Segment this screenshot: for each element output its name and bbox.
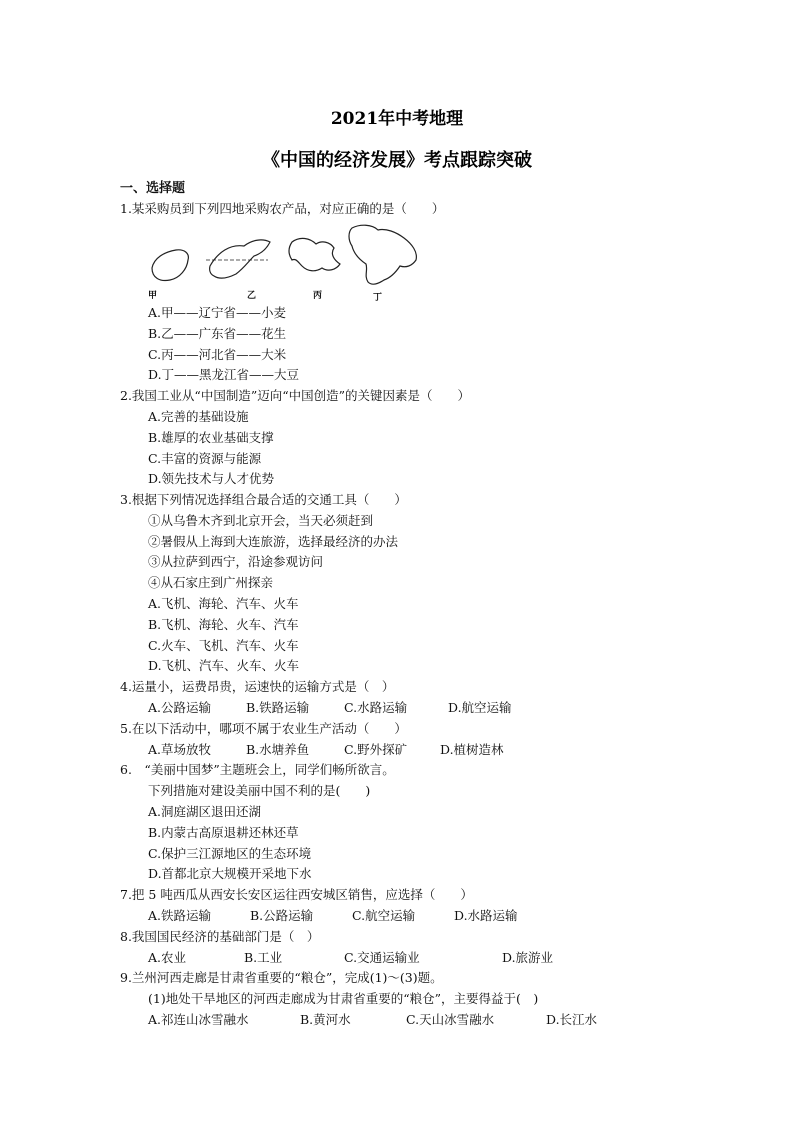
question-4-stem: 4.运量小，运费昂贵，运速快的运输方式是（ ） — [120, 679, 395, 694]
map-label-yi: 乙 — [247, 291, 257, 301]
q5-option-c: C.野外探矿 — [344, 742, 408, 757]
q5-option-d: D.植树造林 — [440, 742, 504, 757]
q8-option-b: B.工业 — [244, 950, 283, 965]
q2-option-d: D.领先技术与人才优势 — [148, 471, 275, 486]
q7-option-d: D.水路运输 — [454, 908, 518, 923]
question-1-stem: 1.某采购员到下列四地采购农产品，对应正确的是（ ） — [120, 201, 445, 216]
q6-option-a: A.洞庭湖区退田还湖 — [148, 804, 262, 819]
q1-option-b: B.乙——广东省——花生 — [148, 326, 287, 341]
q3-item-3: ③从拉萨到西宁，沿途参观访问 — [148, 554, 324, 569]
map-shape-yi — [210, 240, 270, 278]
q3-option-a: A.飞机、海轮、汽车、火车 — [148, 596, 299, 611]
map-shape-jia — [152, 250, 188, 281]
q7-option-a: A.铁路运输 — [148, 908, 212, 923]
q6-option-b: B.内蒙古高原退耕还林还草 — [148, 825, 299, 840]
q8-option-c: C.交通运输业 — [344, 950, 420, 965]
q3-item-2: ②暑假从上海到大连旅游，选择最经济的办法 — [148, 534, 399, 549]
q2-option-a: A.完善的基础设施 — [148, 409, 249, 424]
q3-option-c: C.火车、飞机、汽车、火车 — [148, 638, 299, 653]
map-label-bing: 丙 — [313, 291, 323, 301]
q7-option-b: B.公路运输 — [250, 908, 314, 923]
question-8-stem: 8.我国国民经济的基础部门是（ ） — [120, 929, 320, 944]
q4-option-a: A.公路运输 — [148, 700, 212, 715]
q1-option-c: C.丙——河北省——大米 — [148, 347, 287, 362]
q4-option-c: C.水路运输 — [344, 700, 408, 715]
map-shape-bing — [289, 238, 340, 270]
question-5-stem: 5.在以下活动中，哪项不属于农业生产活动（ ） — [120, 721, 407, 736]
q5-option-b: B.水塘养鱼 — [246, 742, 310, 757]
q7-option-c: C.航空运输 — [352, 908, 416, 923]
map-shape-ding — [349, 225, 416, 284]
q3-item-4: ④从石家庄到广州探亲 — [148, 575, 274, 590]
question-2-stem: 2.我国工业从“中国制造”迈向“中国创造”的关键因素是（ ） — [120, 388, 470, 403]
q4-option-b: B.铁路运输 — [246, 700, 310, 715]
map-label-jia: 甲 — [148, 291, 158, 301]
q9-option-b: B.黄河水 — [300, 1012, 351, 1027]
map-label-ding: 丁 — [373, 293, 383, 303]
q8-option-a: A.农业 — [148, 950, 187, 965]
question-7-stem: 7.把 5 吨西瓜从西安长安区运往西安城区销售，应选择（ ） — [120, 887, 473, 902]
q1-option-d: D.丁——黑龙江省——大豆 — [148, 367, 300, 382]
q1-option-a: A.甲——辽宁省——小麦 — [148, 305, 287, 320]
question-6-stem-2: 下列措施对建设美丽中国不利的是( ) — [148, 783, 371, 798]
province-maps-figure — [140, 222, 440, 302]
q3-option-d: D.飞机、汽车、火车、火车 — [148, 658, 300, 673]
q6-option-c: C.保护三江源地区的生态环境 — [148, 846, 312, 861]
q2-option-c: C.丰富的资源与能源 — [148, 451, 262, 466]
q3-item-1: ①从乌鲁木齐到北京开会，当天必须赶到 — [148, 513, 374, 528]
q9-option-d: D.长江水 — [546, 1012, 598, 1027]
page-title: 2021年中考地理 — [330, 109, 464, 129]
q2-option-b: B.雄厚的农业基础支撑 — [148, 430, 274, 445]
q9-option-c: C.天山冰雪融水 — [406, 1012, 495, 1027]
q4-option-d: D.航空运输 — [448, 700, 512, 715]
q9-option-a: A.祁连山冰雪融水 — [148, 1012, 249, 1027]
q6-option-d: D.首都北京大规模开采地下水 — [148, 866, 312, 881]
question-6-stem: 6. “美丽中国梦”主题班会上，同学们畅所欲言。 — [120, 762, 395, 777]
q8-option-d: D.旅游业 — [502, 950, 554, 965]
q5-option-a: A.草场放牧 — [148, 742, 212, 757]
page-subtitle: 《中国的经济发展》考点跟踪突破 — [262, 150, 532, 171]
section-heading: 一、选择题 — [120, 181, 186, 196]
q3-option-b: B.飞机、海轮、火车、汽车 — [148, 617, 299, 632]
question-3-stem: 3.根据下列情况选择组合最合适的交通工具（ ） — [120, 492, 407, 507]
question-9-stem: 9.兰州河西走廊是甘肃省重要的“粮仓”，完成(1)～(3)题。 — [120, 970, 443, 985]
question-9-sub-1: (1)地处干旱地区的河西走廊成为甘肃省重要的“粮仓”，主要得益于( ) — [148, 991, 539, 1006]
